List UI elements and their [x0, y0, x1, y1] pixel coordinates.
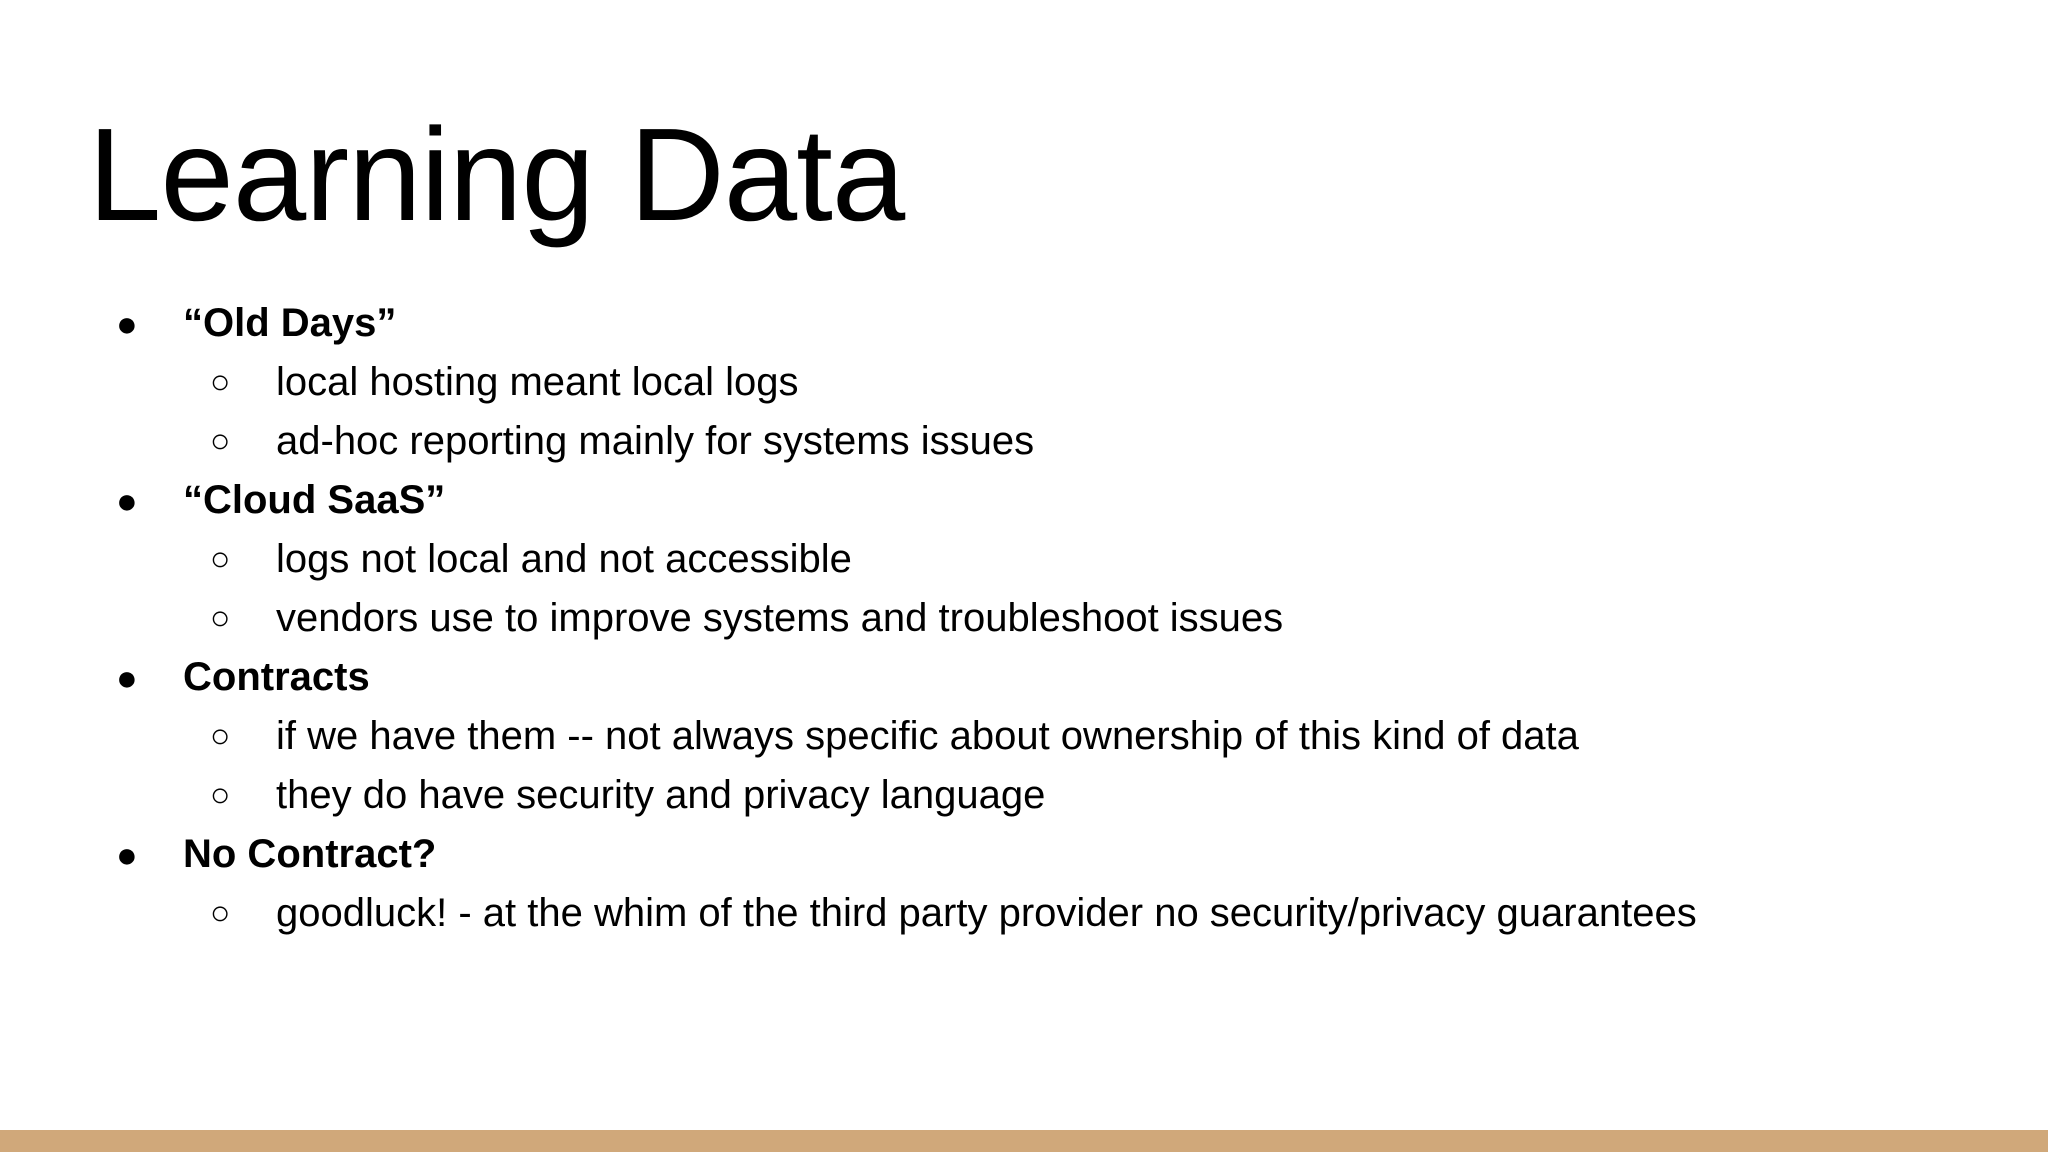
sub-bullet-text: vendors use to improve systems and troubleshoot issues [276, 596, 1284, 640]
bullet-contracts [0, 648, 2048, 707]
circle-bullet-icon: ○ [210, 599, 231, 637]
sub-bullet-text: ad-hoc reporting mainly for systems issues [276, 419, 1035, 463]
bullet-dot-icon: ● [116, 657, 138, 698]
sub-bullet-text: logs not local and not accessible [276, 537, 852, 581]
bullet-heading: “Old Days” [183, 301, 397, 345]
slide-title: Learning Data [88, 101, 905, 248]
bullet-list [0, 294, 2048, 943]
bullet-dot-icon: ● [116, 480, 138, 521]
circle-bullet-icon: ○ [210, 894, 231, 932]
sub-bullet [0, 589, 2048, 648]
bullet-heading: “Cloud SaaS” [183, 478, 446, 522]
footer-accent-bar [0, 1130, 2048, 1152]
circle-bullet-icon: ○ [210, 717, 231, 755]
bullet-dot-icon: ● [116, 834, 138, 875]
sub-bullet-text: they do have security and privacy language [276, 773, 1046, 817]
circle-bullet-icon: ○ [210, 363, 231, 401]
sub-bullet [0, 707, 2048, 766]
sub-bullet-text: if we have them -- not always specific about ownership of this kind of data [276, 714, 1579, 758]
bullet-no-contract [0, 825, 2048, 884]
bullet-heading: No Contract? [183, 832, 437, 876]
sub-bullet [0, 353, 2048, 412]
bullet-old-days [0, 294, 2048, 353]
sub-bullet [0, 530, 2048, 589]
circle-bullet-icon: ○ [210, 422, 231, 460]
circle-bullet-icon: ○ [210, 776, 231, 814]
sub-bullet [0, 766, 2048, 825]
bullet-dot-icon: ● [116, 303, 138, 344]
sub-bullet-text: local hosting meant local logs [276, 360, 799, 404]
sub-bullet [0, 884, 2048, 943]
bullet-cloud-saas [0, 471, 2048, 530]
bullet-heading: Contracts [183, 655, 370, 699]
sub-bullet [0, 412, 2048, 471]
sub-bullet-text: goodluck! - at the whim of the third party provider no security/privacy guarantees [276, 891, 1697, 935]
circle-bullet-icon: ○ [210, 540, 231, 578]
